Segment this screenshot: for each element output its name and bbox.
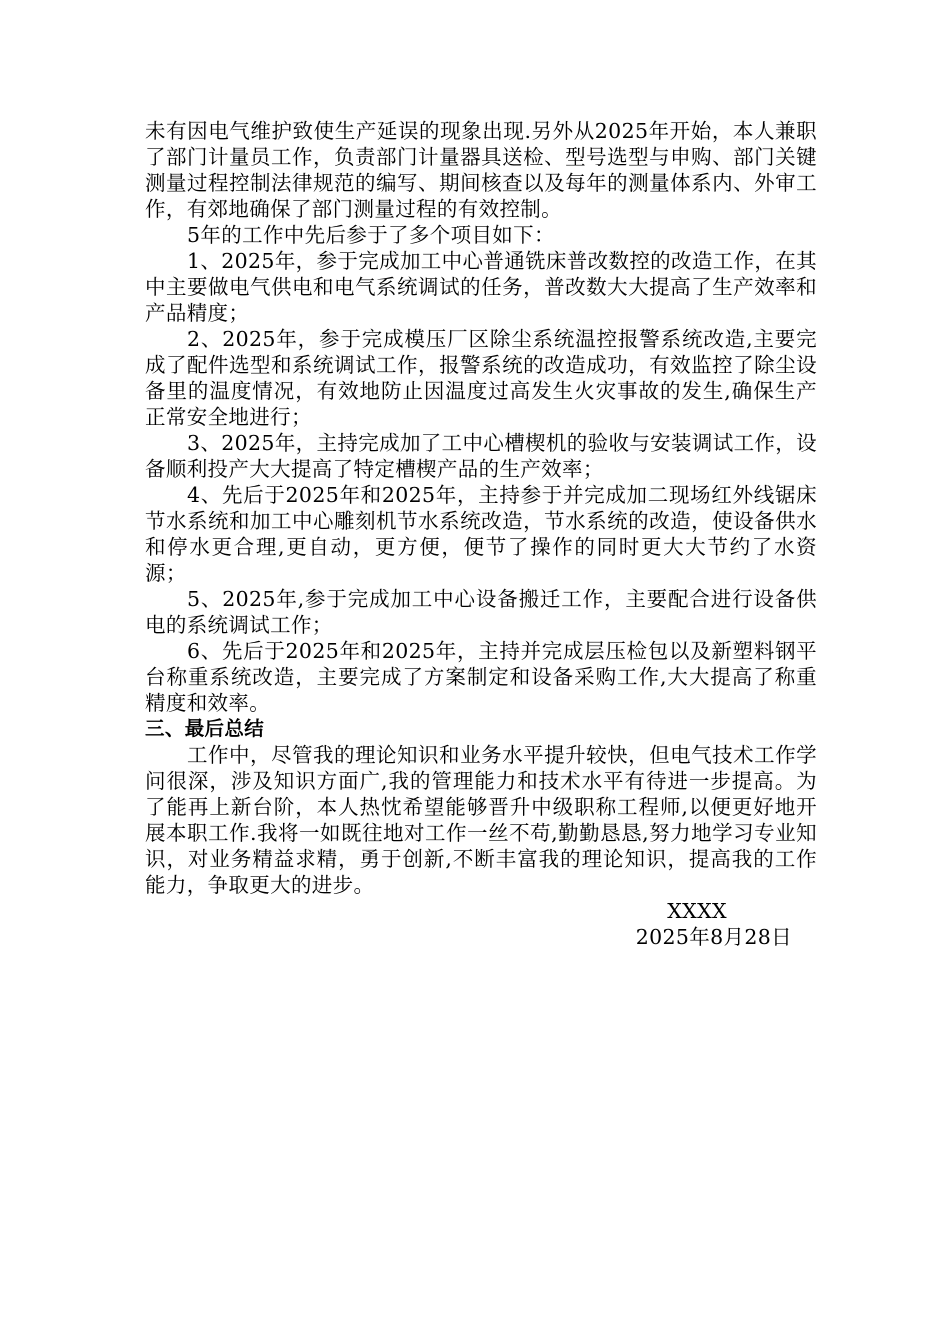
section-heading-final-summary: 三、最后总结 — [145, 717, 265, 740]
document-date: 2025年8月28日 — [635, 925, 792, 949]
projects-intro: 5年的工作中先后参于了多个项目如下： — [187, 223, 555, 247]
project-item-6: 6、先后于2025年和2025年，主持并完成层压检包以及新塑料钢平台称重系统改造，主要完成了方案制定和设备采购工作,大大提高了称重精度和效率。 — [145, 639, 817, 715]
project-item-1: 1、2025年，参于完成加工中心普通铣床普改数控的改造工作，在其中主要做电气供电和电气系统调试的任务，普改数大大提高了生产效率和产品精度； — [145, 249, 817, 325]
project-item-2: 2、2025年，参于完成模压厂区除尘系统温控报警系统改造,主要完成了配件选型和系统调试工作，报警系统的改造成功，有效监控了除尘设备里的温度情况，有效地防止因温度过高发生火灾事故的发生,确保生产正常安全地进行； — [145, 327, 817, 429]
document-page — [145, 118, 817, 950]
project-item-4: 4、先后于2025年和2025年，主持参于并完成加二现场红外线锯床节水系统和加工中心雕刻机节水系统改造，节水系统的改造，使设备供水和停水更合理,更自动，更方便，便节了操作的同时更大大节约了水资源； — [145, 483, 817, 585]
opening-paragraph: 未有因电气维护致使生产延误的现象出现.另外从2025年开始，本人兼职了部门计量员工作，负责部门计量器具送检、型号选型与申购、部门关键测量过程控制法律规范的编写、期间核查以及每年的测量体系内、外审工作，有郊地确保了部门测量过程的有效控制。 — [145, 119, 817, 221]
project-item-3: 3、2025年，主持完成加了工中心槽楔机的验收与安装调试工作，设备顺利投产大大提高了特定槽楔产品的生产效率； — [145, 431, 817, 481]
project-item-5: 5、2025年,参于完成加工中心设备搬迁工作，主要配合进行设备供电的系统调试工作； — [145, 587, 817, 637]
summary-paragraph: 工作中，尽管我的理论知识和业务水平提升较快，但电气技术工作学问很深，涉及知识方面广,我的管理能力和技术水平有待进一步提高。为了能再上新台阶，本人热忱希望能够晋升中级职称工程师,以便更好地开展本职工作.我将一如既往地对工作一丝不苟,勤勤恳恳,努力地学习专业知识，对业务精益求精，勇于创新,不断丰富我的理论知识，提高我的工作能力，争取更大的进步。 — [145, 743, 817, 897]
author-signature: XXXX — [667, 899, 727, 923]
